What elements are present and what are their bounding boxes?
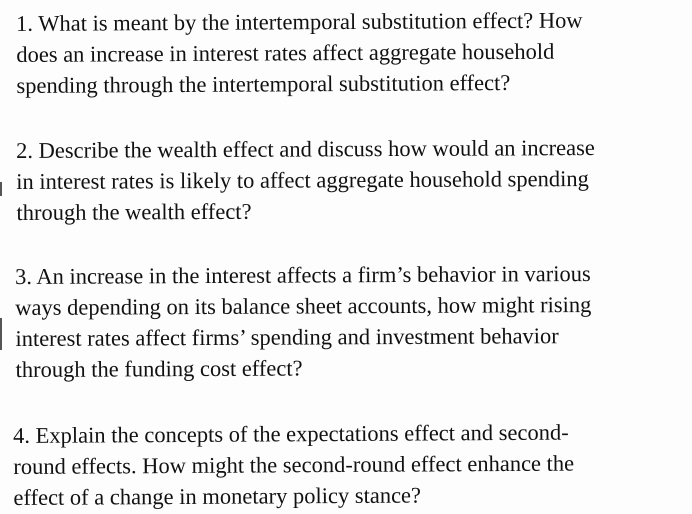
question-2: 2. Describe the wealth effect and discuss how would an increase in interest rates is likely to affect aggregate household spending through the wealth effect? (16, 134, 595, 225)
scan-edge-mark (0, 182, 2, 196)
question-3: 3. An increase in the interest affects a firm’s behavior in various ways depending on its balance sheet accounts, how might rising interest rates affect firms’ spending and investment behavior through the funding cost effect? (15, 260, 592, 382)
question-1: 1. What is meant by the intertemporal substitution effect? How does an increase in interest rates affect aggregate household spending through the intertemporal substitution effect? (16, 7, 583, 98)
scan-edge-mark (0, 318, 2, 350)
question-4: 4. Explain the concepts of the expectations effect and second- round effects. How might the second-round effect enhance the effect of a change in monetary policy stance? (13, 419, 575, 510)
